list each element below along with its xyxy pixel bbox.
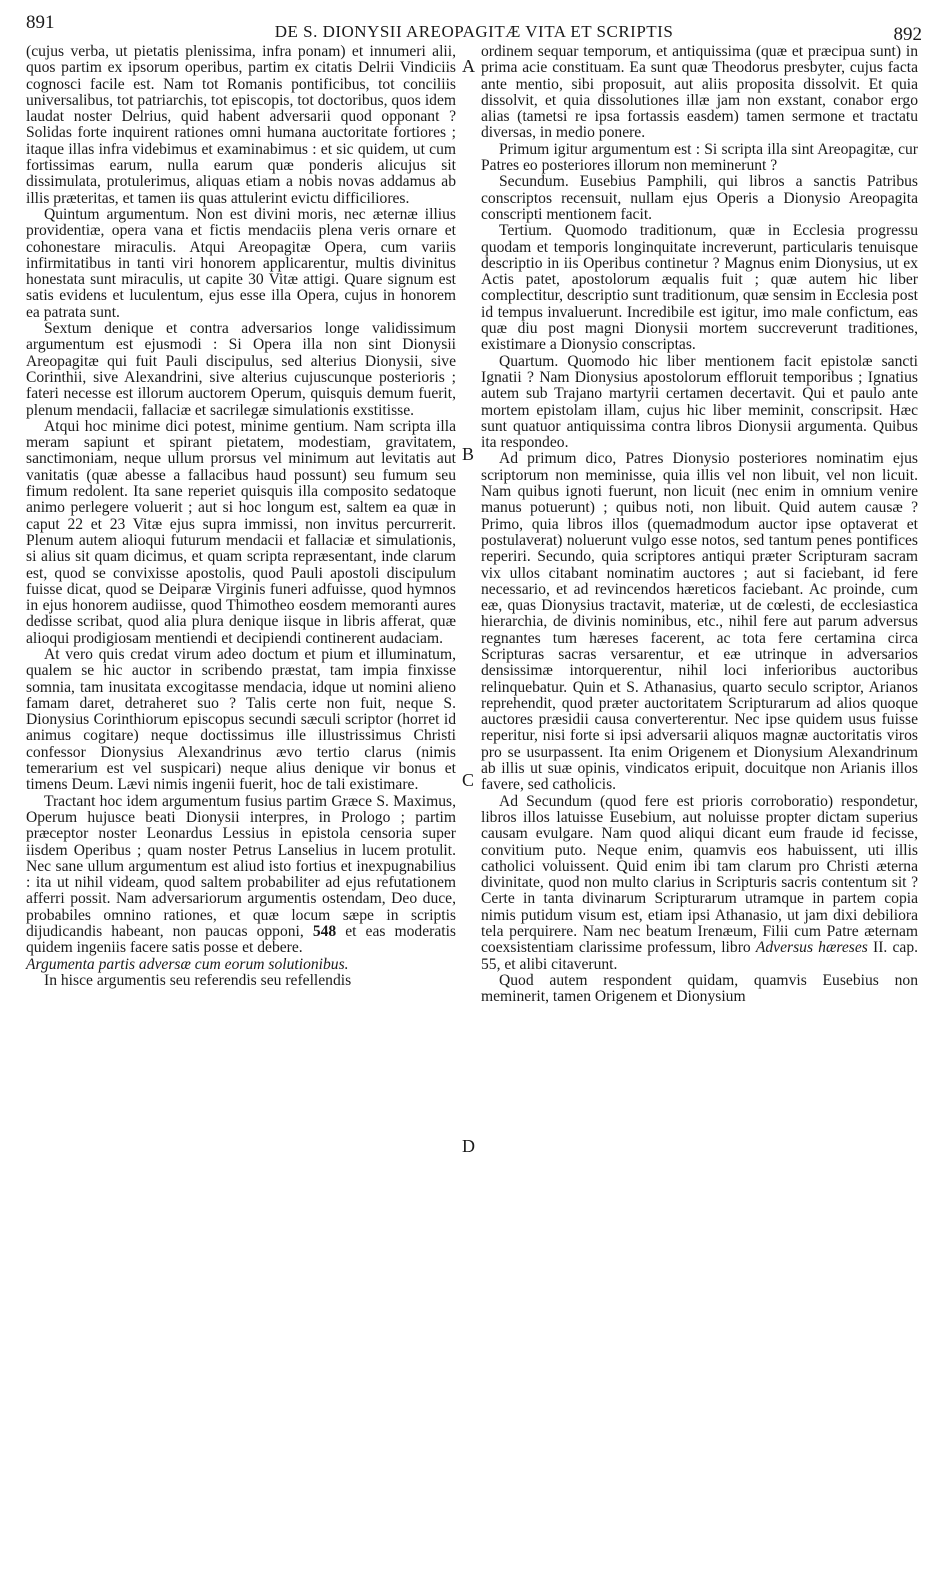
right-column bbox=[481, 44, 918, 1006]
right-paragraph-5: Quartum. Quomodo hic liber mentionem facit epistolæ sancti Ignatii ? Nam Dionysius apostolorum effloruit temporibus ; Ignatius autem sub Trajano martyrii certamen decertavit. Qui et paulo ante mortem epistolam illam, cujus hic liber meminit, conscripsit. Hæc sunt quatuor antiquissima contra libros Dionysii argumenta. Quibus ita respondeo. bbox=[481, 352, 918, 452]
left-column bbox=[26, 44, 456, 989]
left-paragraph-5: At vero quis credat virum adeo doctum et pium et illuminatum, qualem se hic auctor in scribendo præstat, tam impia finxisse somnia, tam inusitata excogitasse mendacia, idque ut nomini alieno famam daret, detraheret suo ? Talis certe non fuit, neque S. Dionysius Corinthiorum episcopus secundi sæculi scriptor (horret id animus cogitare) neque doctissimus ille illustrissimus Christi confessor Dionysius Alexandrinus ævo tertio clarus (nimis temerarium est vel suspicari) neque alius denique vir bonus et timens Deum. Lævi nimis ingenii fuerit, hoc de tali existimare. bbox=[26, 645, 456, 794]
left-paragraph-2: Quintum argumentum. Non est divini moris, nec æternæ illius providentiæ, opera vana et fictis mendaciis plena veris ornare et cohonestare miraculis. Atqui Areopagitæ Opera, cum variis infirmitatibus in tanti viri honorem applicarentur, multis divinitus honestata sunt miraculis, ut capite 30 Vitæ attigi. Quare signum est satis evidens et luculentum, ejus esse illa Opera, cujus in honorem ea patrata sunt. bbox=[26, 205, 456, 321]
right-paragraph-7 bbox=[481, 794, 918, 973]
right-paragraph-7-text: Ad Secundum (quod fere est prioris corroboratio) respondetur, libros illos latuisse Eusebium, aut noluisse propter dictam superius causam evulgare. Nam quod aliqui dicant eum fraude id fecisse, convitium puto. Neque enim, quamvis eos habuissent, uti illis catholici voluissent. Quid enim ibi tam clarum pro Christi æterna divinitate, quod non multo clarius in Scripturis sacris contentum sit ? Certe in tanta divinarum Scripturarum utramque in partem copia nimis putidum visum est, etiam ipsi Athanasio, ut jam dixi debiliora tela perquirere. Nam nec beatum Irenæum, Filii cum Patre æternam coexsistentiam clarissime professum, libro bbox=[481, 792, 918, 957]
right-paragraph-6: Ad primum dico, Patres Dionysio posteriores nominatim ejus scriptorum non meminisse, quia illis vel non libuit, vel non licuit. Nam quibus ignoti fuerunt, non licuit (nec enim in omnium venire manus potuerunt) ; quibus noti, non libuit. Quid autem causæ ? Primo, quia libros illos (quemadmodum auctor ipse optaverat et postulaverat) noluerunt vulgo esse notos, sed tantum penes pontifices reperiri. Secundo, quia scriptores antiqui præter Scripturam sacram vix ullos citabant nominatim auctores ; aut si faciebant, id fere necessario, et ad revincendos hæreticos faciebant. Ac proinde, cum eæ, quas Dionysius tractavit, materiæ, ut de cœlesti, de ecclesiastica hierarchia, de divinis nominibus, etc., nihil fere aut parum adversus regnantes tum hæreses facerent, ac tota fere certamina circa Scripturas sacras versarentur, et eæ utrinque in adversarios densissimæ intorquerentur, nihil loci inferioribus auctoribus relinquebatur. Quin et S. Athanasius, quarto seculo scriptor, Arianos reprehendit, quod præter auctoritatem Scripturarum ad alios quoque auctores præsidii causa converterentur. Nec ipse quidem usus fuisse reperitur, nisi forte si ipsi adversarii aliquos magnæ auctoritatis viros pro se usurpassent. Ita enim Origenem et Dionysium Alexandrinum ab illis ut suæ opinis, vindicatos eripuit, docuitque non Arianis illos favere, sed catholicis. bbox=[481, 450, 918, 794]
right-paragraph-1: ordinem sequar temporum, et antiquissima (quæ et præcipua sunt) in prima acie constituam. Ea sunt quæ Theodorus presbyter, cujus facta ante mentio, sibi proposuit, aut aliis proposita dissolvit. Et quia dissolvit, et quia dissolutiones illæ jam non exstant, conabor ergo alias (tametsi re ipsa fortassis easdem) tamen sermone et tractatu diversas, in medio ponere. bbox=[481, 43, 918, 142]
right-paragraph-3: Secundum. Eusebius Pamphili, qui libros a sanctis Patribus conscriptos recensuit, nullam ejus Operis a Dionysio Areopagita conscripti mentionem facit. bbox=[481, 173, 918, 223]
margin-marker-c: C bbox=[462, 770, 475, 790]
running-header bbox=[26, 10, 922, 45]
citation-tail: II. cap. 55, et alibi citaverunt. bbox=[481, 939, 919, 973]
margin-marker-a: A bbox=[462, 56, 475, 76]
page-number-right: 892 bbox=[893, 24, 922, 45]
left-paragraph-1: (cujus verba, ut pietatis plenissima, infra ponam) et innumeri alii, quos partim ex ipsorum operibus, partim ex citatis Delrii Vindiciis cognosci facile est. Nam tot Romanis pontificibus, tot conciliis universalibus, tot patriarchis, tot episcopis, tot doctoribus, quos idem laudat noster Delrius, quid habent adversarii quod opponant ? Solidas forte inquirent rationes omni humana auctoritate fortiores ; itaque illas infra videbimus et examinabimus : et sic quidem, ut cum fortissimas earum, nulla earum quæ ponderis alicujus sit dissimulata, protulerimus, aliquas etiam a nobis novas addamus ab illis præteritas, et tamen iis quas attulerint evictu difficiliores. bbox=[26, 43, 456, 207]
right-paragraph-8: Quod autem respondent quidam, quamvis Eusebius non meminerit, tamen Origenem et Dionysium bbox=[481, 971, 918, 1006]
margin-marker-b: B bbox=[462, 444, 475, 464]
left-paragraph-6: Tractant hoc idem argumentum fusius partim Græce S. Maximus, Operum hujusce beati Dionysii interpres, in Prologo ; partim præceptor noster Leonardus Lessius in epistola censoria super iisdem Operibus ; quam noster Petrus Lanselius in lucem protulit. Nec sane ullum argumentum est aliud isto fortius et inexpugnabilius : ita ut nihil videam, quod saltem probabiliter ad ejus refutationem afferri possit. Nam adversariorum argumentis ostendam, Deo duce, probabiles omnino rationes, et quæ locum sæpe in scriptis dijudicandis habeant, non paucas opponi, 548 et eas moderatis quidem ingeniis facere satis posse et debere. bbox=[26, 792, 456, 957]
right-paragraph-4: Tertium. Quomodo traditionum, quæ in Ecclesia progressu quodam et temporis longinquitate increverunt, particularis tenuisque descriptio in iis Operibus continetur ? Magnus enim Dionysius, ut ex Actis patet, apostolorum æqualis fuit ; quæ autem hic liber complectitur, descriptio sunt traditionum, quæ sensim in Ecclesia post id tempus invaluerunt. Incredibile est igitur, imo male confictum, eas quæ diu post magni Dionysii mortem succreverunt traditiones, existimare a Dionysio conscriptas. bbox=[481, 222, 918, 354]
running-title: DE S. DIONYSII AREOPAGITÆ VITA ET SCRIPTIS bbox=[274, 22, 674, 41]
page-number-left: 891 bbox=[26, 12, 55, 33]
citation-title: Adversus hæreses bbox=[755, 939, 868, 957]
margin-marker-d: D bbox=[462, 1136, 475, 1156]
left-subheading: Argumenta partis adversæ cum eorum solutionibus. bbox=[26, 955, 349, 973]
right-paragraph-2: Primum igitur argumentum est : Si scripta illa sint Areopagitæ, cur Patres eo posteriores illorum non meminerunt ? bbox=[481, 140, 918, 175]
margin-number-bold: 548 bbox=[312, 923, 337, 941]
left-paragraph-4: Atqui hoc minime dici potest, minime gentium. Nam scripta illa meram sapiunt et spirant pietatem, modestiam, gravitatem, sanctimoniam, neque ullum prorsus vel minimum aut levitatis aut vanitatis (quæ abesse a fallacibus haud possunt) seu fumum seu fimum redolent. Ita sane reperiet quisquis illa composito sedatoque animo perlegere voluerit ; aut si hoc longum est, saltem ea quæ in caput 22 et 23 Vitæ ejus supra immissi, non invitus percurrerit. Plenum autem alioqui futurum mendacii et fallaciæ et simulationis, si alius sit quam dicimus, et quam scripta repræsentant, inde clarum est, quod se convixisse apostolis, quod Pauli apostoli discipulum fuisse dicat, quod se Deiparæ Virginis funeri adfuisse, quod hymnos in ejus honorem audiisse, quod Thimotheo eosdem memoranti aures dedisse scribat, quod alia plura denique iisque in libris afferat, quæ alioqui prodigiosam mentiendi et decipiendi continerent audaciam. bbox=[26, 417, 456, 647]
left-paragraph-3: Sextum denique et contra adversarios longe validissimum argumentum est ejusmodi : Si Opera illa non sint Dionysii Areopagitæ qui fuit Pauli discipulus, sed alterius Dionysii, sive Corinthii, sive Alexandrini, sive alterius cujuscunque posterioris ; fateri necesse est illorum auctorem Operum, quisquis demum fuerit, plenum mendacii, fallaciæ et sacrilegæ simulationis exstitisse. bbox=[26, 320, 456, 419]
left-last-line: In hisce argumentis seu referendis seu refellendis bbox=[44, 971, 352, 989]
